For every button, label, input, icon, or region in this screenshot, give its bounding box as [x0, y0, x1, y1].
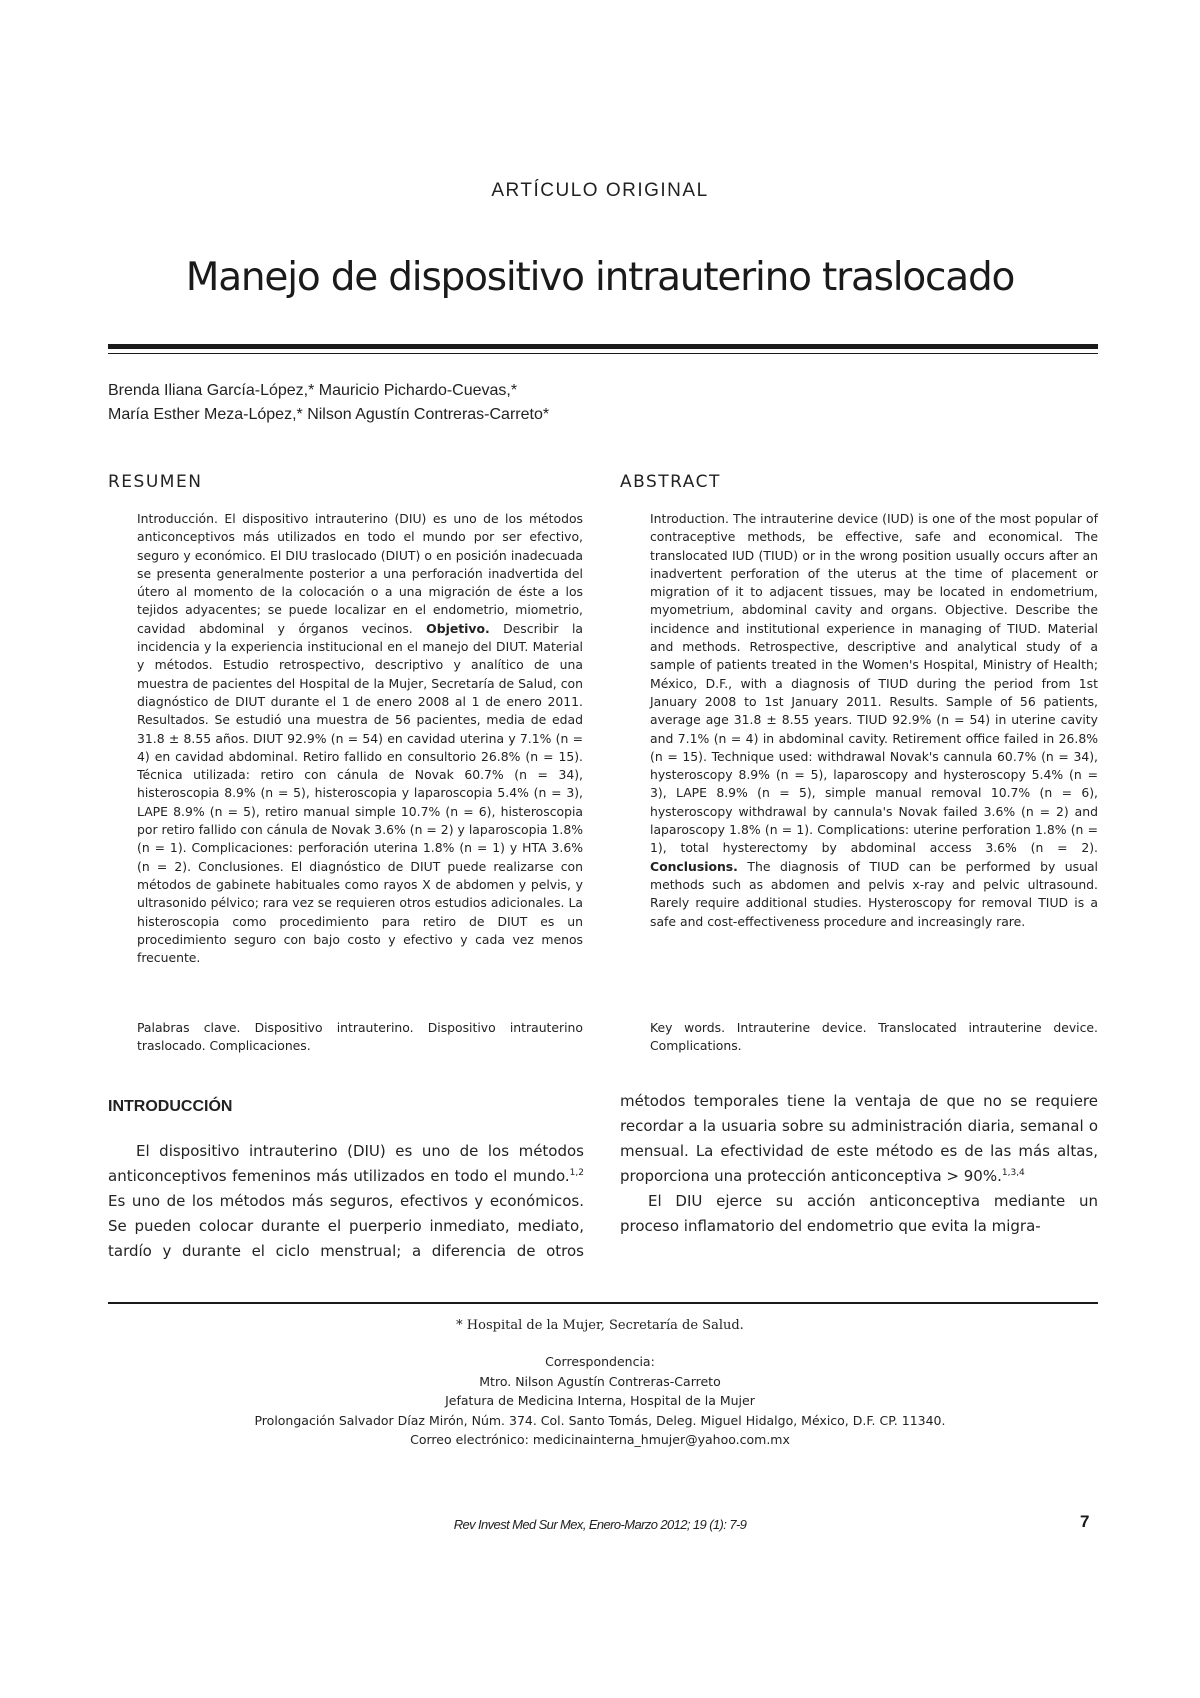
intro-text-a: El dispositivo intrauterino (DIU) es uno de los métodos anticonceptivos femeninos más utilizados en todo el mundo.: [108, 1142, 584, 1185]
section-label: ARTÍCULO ORIGINAL: [491, 180, 709, 201]
resumen-rest: Describir la incidencia y la experiencia institucional en el manejo del DIUT. Material y métodos. Estudio retrospectivo, descriptivo y analítico de una muestra de pacientes del Hospital de la Mujer, Secretaría de Salud, con diagnóstico de DIUT durante el 1 de enero 2008 al 1 de enero 2011. Resultados. Se estudió una muestra de 56 pacientes, media de edad 31.8 ± 8.55 años. DIUT 92.9% (n = 54) en cavidad uterina y 7.1% (n = 4) en cavidad abdominal. Retiro fallido en consultorio 26.8% (n = 15). Técnica utilizada: retiro con cánula de Novak 60.7% (n = 34), histeroscopia 8.9% (n = 5), histeroscopia y laparoscopia 5.4% (n = 3), LAPE 8.9% (n = 5), retiro manual simple 10.7% (n = 6), histeroscopia por retiro fallido con cánula de Novak 3.6% (n = 2) y laparoscopia 1.8% (n = 1). Complicaciones: perforación uterina 1.8% (n = 1) y HTA 3.6% (n = 2). Conclusiones. El diagnóstico de DIUT puede realizarse con métodos de gabinete habituales como rayos X de abdomen y pelvis, y ultrasonido pélvico; rara vez se requieren otros estudios adicionales. La histeroscopia como procedimiento para retiro de DIUT es un procedimiento seguro con bajo costo y efectivo y cada vez menos frecuente.: [137, 620, 583, 966]
affiliation: * Hospital de la Mujer, Secretaría de Salud.: [456, 1318, 744, 1333]
abstract-keywords: Key words. Intrauterine device. Translocated intrauterine device. Complications.: [650, 1020, 1098, 1054]
resumen-intro: Introducción. El dispositivo intrauterino (DIU) es uno de los métodos anticonceptivos más utilizados en todo el mundo por ser efectivo, seguro y económico. El DIU traslocado (DIUT) o en posición inadecuada se presenta generalmente posterior a una perforación inadvertida del útero al momento de la colocación o a una migración de éste a los tejidos adyacentes; se puede localizar en el endometrio, miometrio, cavidad abdominal y órganos vecinos.: [137, 511, 583, 636]
introduccion-heading: INTRODUCCIÓN: [108, 1098, 233, 1115]
corr-email: Correo electrónico: medicinainterna_hmujer@yahoo.com.mx: [410, 1432, 790, 1447]
footnote-divider: [108, 1302, 1098, 1304]
correspondence-block: [0, 1352, 1200, 1450]
resumen-text: [137, 510, 583, 967]
intro-continuation: [620, 1089, 1098, 1239]
abstract-text: [650, 510, 1098, 931]
author-line: Brenda Iliana García-López,* Mauricio Pichardo-Cuevas,*: [108, 382, 518, 399]
abstract-heading: ABSTRACT: [620, 472, 721, 492]
conclusions-label: Conclusions.: [650, 858, 738, 874]
intro-paragraph: [108, 1139, 584, 1264]
intro-col-right: [620, 1089, 1098, 1289]
corr-label: Correspondencia:: [545, 1354, 655, 1369]
author-line: María Esther Meza-López,* Nilson Agustín Contreras-Carreto*: [108, 406, 550, 423]
resumen-heading: RESUMEN: [108, 472, 203, 492]
corr-address: Prolongación Salvador Díaz Mirón, Núm. 374. Col. Santo Tomás, Deleg. Miguel Hidalgo, México, D.F. CP. 11340.: [254, 1412, 946, 1428]
title-divider: [108, 344, 1098, 349]
author-list: [108, 379, 1098, 427]
title-divider-thin: [108, 353, 1098, 354]
intro-text-b-cont: métodos temporales tiene la ventaja de que no se requiere recordar a la usuaria sobre su administración diaria, semanal o mensual. La efectividad de este método es de las más altas, proporciona una protección anticonceptiva > 90%.: [620, 1092, 1098, 1185]
citation: 1,2: [569, 1168, 584, 1178]
corr-name: Mtro. Nilson Agustín Contreras-Carreto: [479, 1373, 721, 1389]
journal-citation: Rev Invest Med Sur Mex, Enero-Marzo 2012; 19 (1): 7-9: [453, 1517, 747, 1532]
intro-paragraph-cont: [620, 1089, 1098, 1189]
page-number: 7: [1080, 1512, 1090, 1531]
article-title: Manejo de dispositivo intrauterino traslocado: [185, 255, 1015, 300]
intro-col-left: [108, 1139, 584, 1264]
intro-paragraph-2: El DIU ejerce su acción anticonceptiva mediante un proceso inflamatorio del endometrio que evita la migra-: [620, 1192, 1098, 1235]
citation: 1,3,4: [1001, 1168, 1025, 1178]
abstract-body: [650, 510, 1098, 931]
intro-text-b: Es uno de los métodos más seguros, efectivos y económicos. Se pueden colocar durante el puerperio inmediato, mediato, tardío y durante el ciclo menstrual; a diferencia de otros: [108, 1192, 584, 1260]
objetivo-label: Objetivo.: [426, 620, 490, 636]
abstract-text-b: The diagnosis of TIUD can be performed by usual methods such as abdomen and pelvis x-ray and pelvic ultrasound. Rarely require additional studies. Hysteroscopy for removal TIUD is a safe and cost-effectiveness procedure and increasingly rare.: [650, 858, 1098, 929]
resumen-body: [137, 510, 583, 967]
corr-dept: Jefatura de Medicina Interna, Hospital de la Mujer: [445, 1393, 755, 1408]
resumen-keywords: Palabras clave. Dispositivo intrauterino. Dispositivo intrauterino traslocado. Complicaciones.: [137, 1020, 583, 1054]
abstract-text-a: Introduction. The intrauterine device (IUD) is one of the most popular of contraceptive methods, be effective, safe and economical. The translocated IUD (TIUD) or in the wrong position usually occurs after an inadvertent perforation of the uterus at the time of placement or migration of it to adjacent tissues, may be located in endometrium, myometrium, abdominal cavity and organs. Objective. Describe the incidence and institutional experience in managing of TIUD. Material and methods. Retrospective, descriptive and analytical study of a sample of patients treated in the Women's Hospital, Ministry of Health; México, D.F., with a diagnosis of TIUD during the period from 1st January 2008 to 1st January 2011. Results. Sample of 56 patients, average age 31.8 ± 8.55 years. TIUD 92.9% (n = 54) in uterine cavity and 7.1% (n = 4) in abdominal cavity. Retirement office failed in 26.8% (n = 15). Technique used: withdrawal Novak's cannula 60.7% (n = 34), hysteroscopy 8.9% (n = 5), laparoscopy and hysteroscopy 5.4% (n = 3), LAPE 8.9% (n = 5), simple manual removal 10.7% (n = 6), hysteroscopy withdrawal by cannula's Novak failed 3.6% (n = 2) and laparoscopy 1.8% (n = 1). Complications: uterine perforation 1.8% (n = 1), total hysterectomy by abdominal access 3.6% (n = 2).: [650, 511, 1098, 856]
